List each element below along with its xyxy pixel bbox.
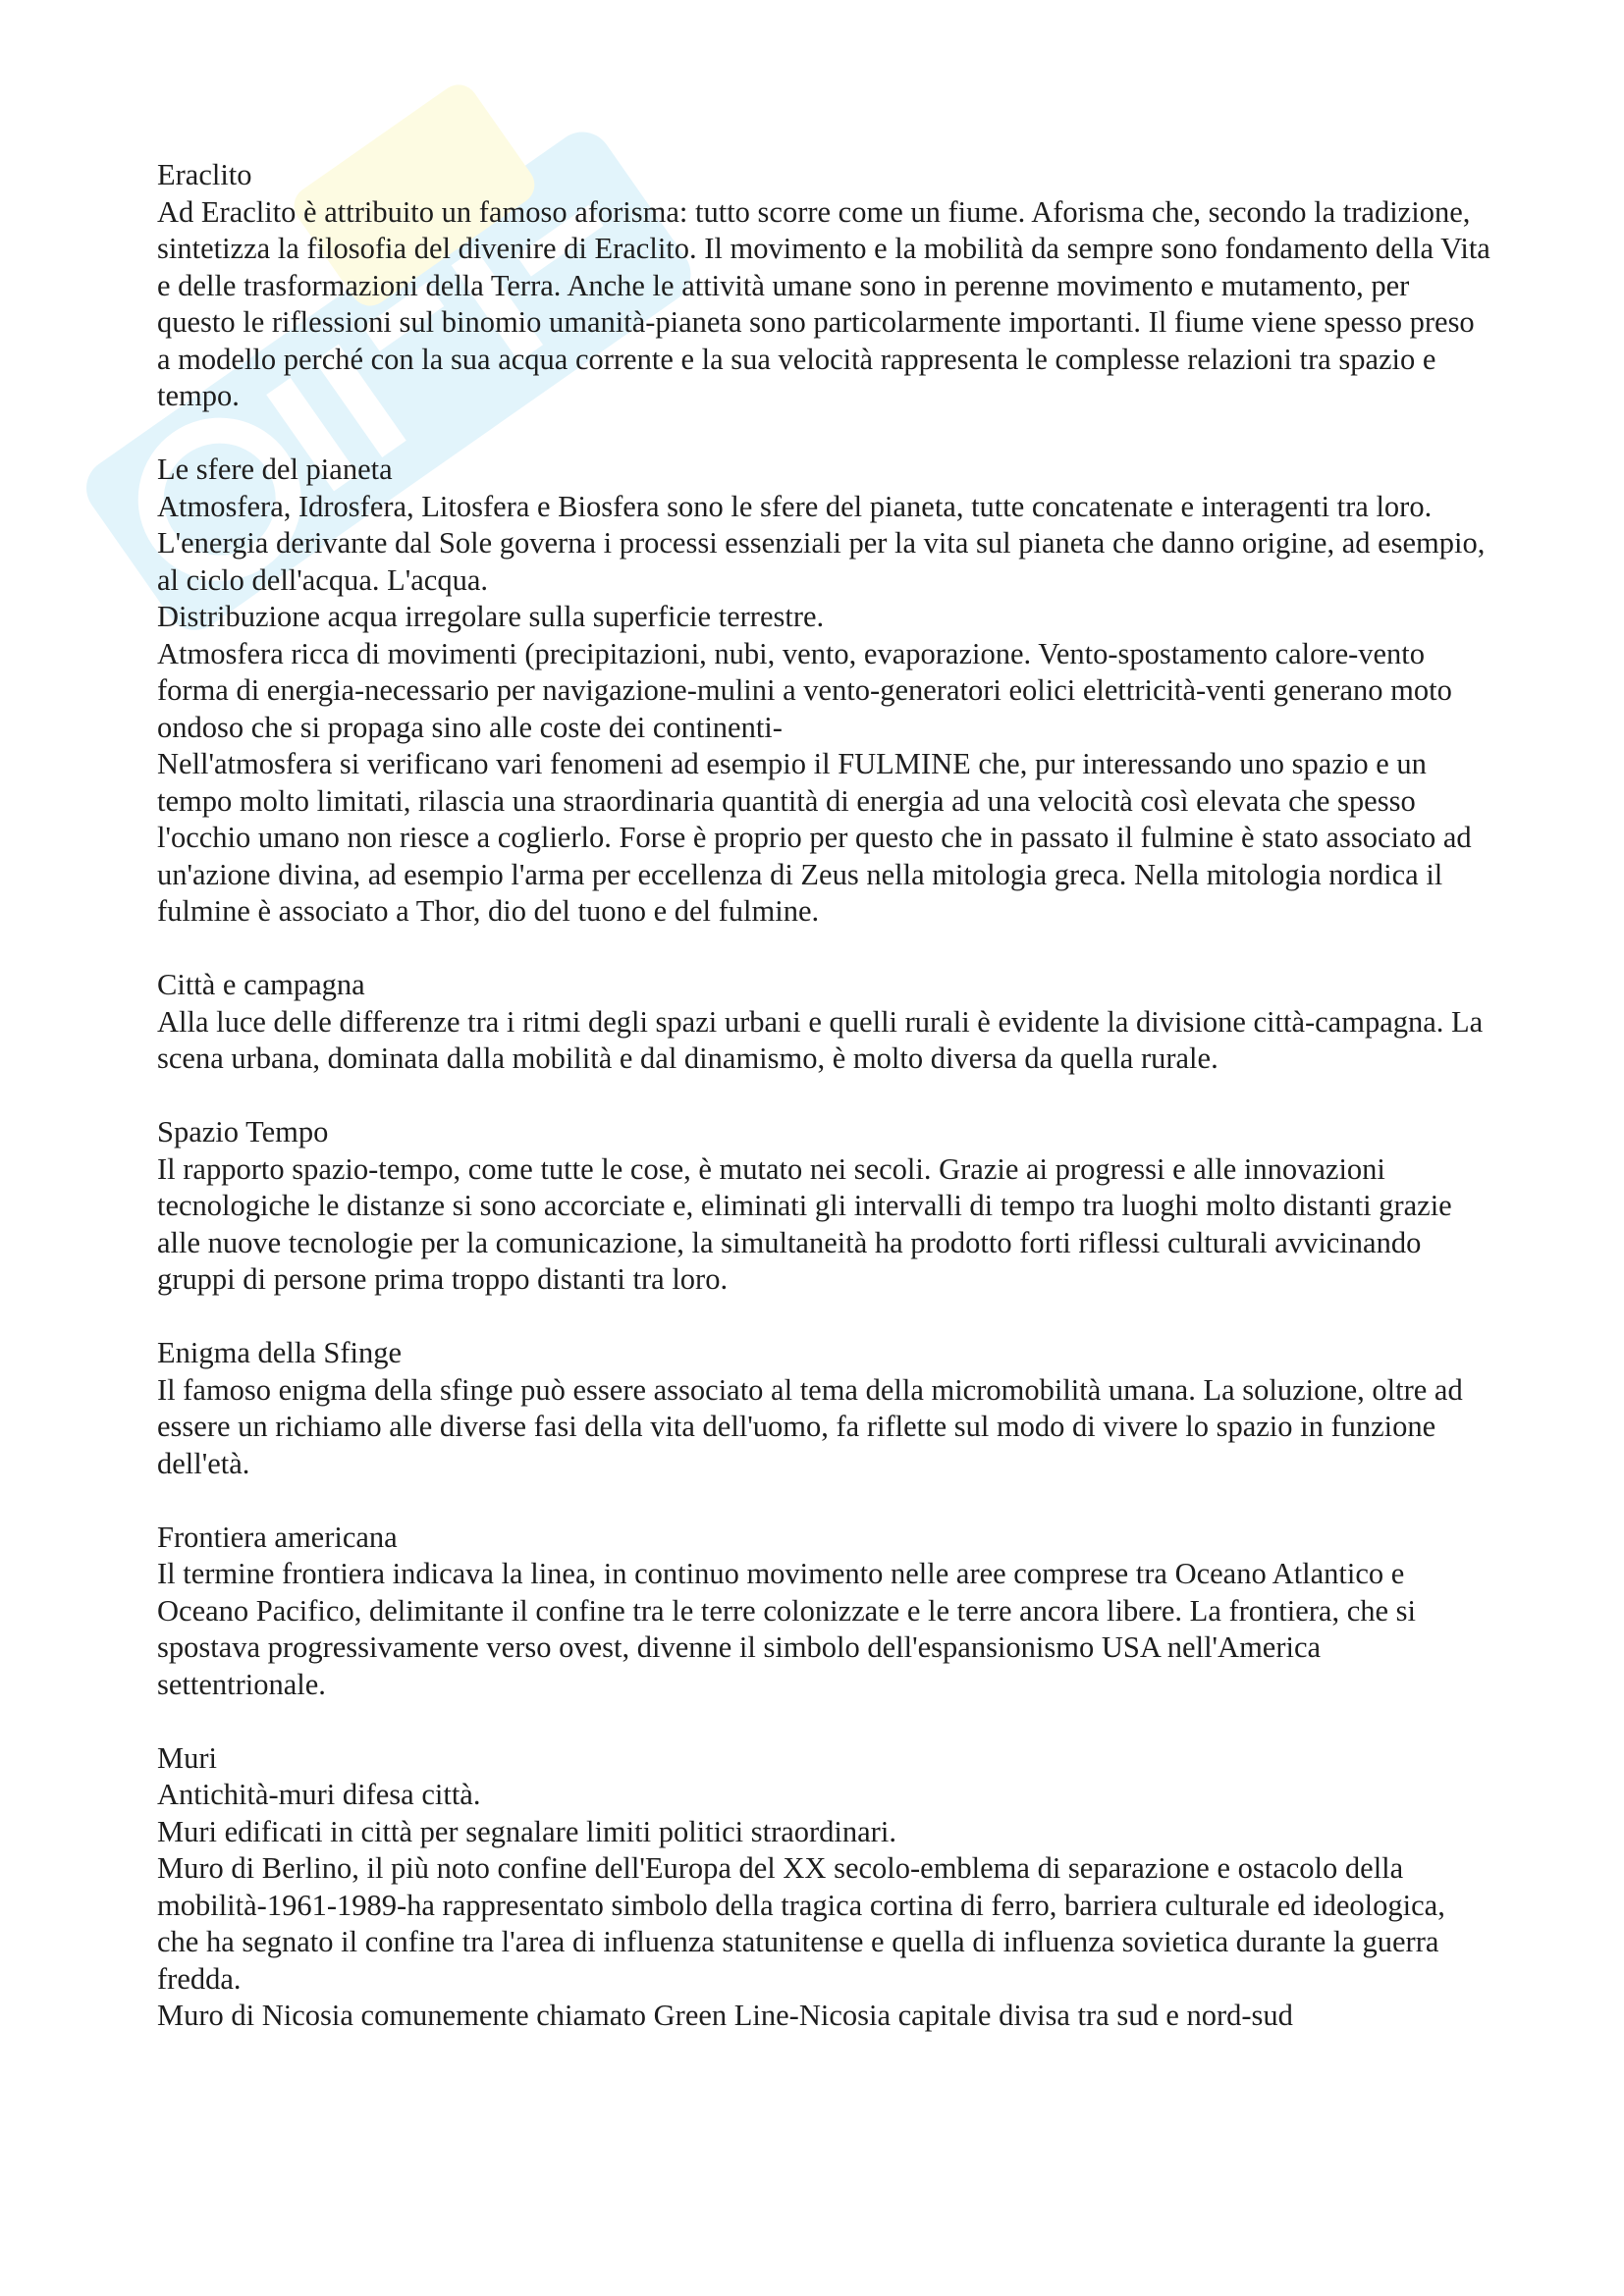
section bbox=[157, 1114, 1492, 1299]
paragraph: Il rapporto spazio-tempo, come tutte le cose, è mutato nei secoli. Grazie ai progressi e alle innovazioni tecnologiche le distanze si sono accorciate e, eliminati gli intervalli di tempo tra luoghi molto distanti grazie alle nuove tecnologie per la comunicazione, la simultaneità ha prodotto forti riflessi culturali avvicinando gruppi di persone prima troppo distanti tra loro. bbox=[157, 1151, 1452, 1296]
paragraph: Il termine frontiera indicava la linea, in continuo movimento nelle aree comprese tra Oceano Atlantico e Oceano Pacifico, delimitante il confine tra le terre colonizzate e le terre ancora libere. La frontiera, che si spostava progressivamente verso ovest, divenne il simbolo dell'espansionismo USA nell'America settentrionale. bbox=[157, 1557, 1417, 1701]
section-body bbox=[157, 1777, 1492, 2035]
paragraph: Distribuzione acqua irregolare sulla superficie terrestre. bbox=[157, 600, 825, 633]
section-body bbox=[157, 1556, 1492, 1703]
section-title: Eraclito bbox=[157, 158, 252, 191]
section bbox=[157, 1740, 1492, 2035]
section-body bbox=[157, 194, 1492, 415]
section-title: Le sfere del pianeta bbox=[157, 453, 393, 486]
paragraph: Il famoso enigma della sfinge può essere associato al tema della micromobilità umana. La soluzione, oltre ad essere un richiamo alle diverse fasi della vita dell'uomo, fa riflette sul modo di vivere lo spazio in funzione dell'età. bbox=[157, 1372, 1463, 1480]
section bbox=[157, 967, 1492, 1078]
section-body bbox=[157, 1151, 1492, 1299]
paragraph: Ad Eraclito è attribuito un famoso aforisma: tutto scorre come un fiume. Aforisma che, secondo la tradizione, sintetizza la filosofia del divenire di Eraclito. Il movimento e la mobilità da sempre sono fondamento della Vita e delle trasformazioni della Terra. Anche le attività umane sono in perenne movimento e mutamento, per questo le riflessioni sul binomio umanità-pianeta sono particolarmente importanti. Il fiume viene spesso preso a modello perché con la sua acqua corrente e la sua velocità rappresenta le complesse relazioni tra spazio e tempo. bbox=[157, 194, 1490, 412]
section-title: Muri bbox=[157, 1740, 217, 1775]
paragraph: Muri edificati in città per segnalare limiti politici straordinari. bbox=[157, 1814, 896, 1848]
paragraph: Atmosfera ricca di movimenti (precipitazioni, nubi, vento, evaporazione. Vento-spostamento calore-vento forma di energia-necessario per navigazione-mulini a vento-generatori eolici elettricità-venti generano moto ondoso che si propaga sino alle coste dei continenti- bbox=[157, 636, 1452, 744]
section bbox=[157, 1335, 1492, 1482]
section-body bbox=[157, 489, 1492, 931]
paragraph: Atmosfera, Idrosfera, Litosfera e Biosfera sono le sfere del pianeta, tutte concatenate e interagenti tra loro. L'energia derivante dal Sole governa i processi essenziali per la vita sul pianeta che danno origine, ad esempio, al ciclo dell'acqua. L'acqua. bbox=[157, 489, 1486, 597]
document-body bbox=[157, 157, 1492, 2071]
section-title: Spazio Tempo bbox=[157, 1115, 329, 1148]
section-body bbox=[157, 1372, 1492, 1483]
paragraph: Antichità-muri difesa città. bbox=[157, 1778, 481, 1811]
section bbox=[157, 452, 1492, 931]
section-title: Enigma della Sfinge bbox=[157, 1336, 403, 1369]
section-title: Frontiera americana bbox=[157, 1520, 398, 1554]
section-body bbox=[157, 1004, 1492, 1078]
section bbox=[157, 157, 1492, 415]
paragraph: Muro di Nicosia comunemente chiamato Green Line-Nicosia capitale divisa tra sud e nord-sud bbox=[157, 1999, 1293, 2032]
section-title: Città e campagna bbox=[157, 968, 365, 1001]
paragraph: Muro di Berlino, il più noto confine dell'Europa del XX secolo-emblema di separazione e ostacolo della mobilità-1961-1989-ha rappresentato simbolo della tragica cortina di ferro, barriera culturale ed ideologica, che ha segnato il confine tra l'area di influenza statunitense e quella di influenza sovietica durante la guerra fredda. bbox=[157, 1851, 1445, 1996]
paragraph: Nell'atmosfera si verificano vari fenomeni ad esempio il FULMINE che, pur interessando uno spazio e un tempo molto limitati, rilascia una straordinaria quantità di energia ad una velocità così elevata che spesso l'occhio umano non riesce a coglierlo. Forse è proprio per questo che in passato il fulmine è stato associato ad un'azione divina, ad esempio l'arma per eccellenza di Zeus nella mitologia greca. Nella mitologia nordica il fulmine è associato a Thor, dio del tuono e del fulmine. bbox=[157, 747, 1472, 928]
section bbox=[157, 1520, 1492, 1704]
paragraph: Alla luce delle differenze tra i ritmi degli spazi urbani e quelli rurali è evidente la divisione città-campagna. La scena urbana, dominata dalla mobilità e dal dinamismo, è molto diversa da quella rurale. bbox=[157, 1004, 1484, 1075]
